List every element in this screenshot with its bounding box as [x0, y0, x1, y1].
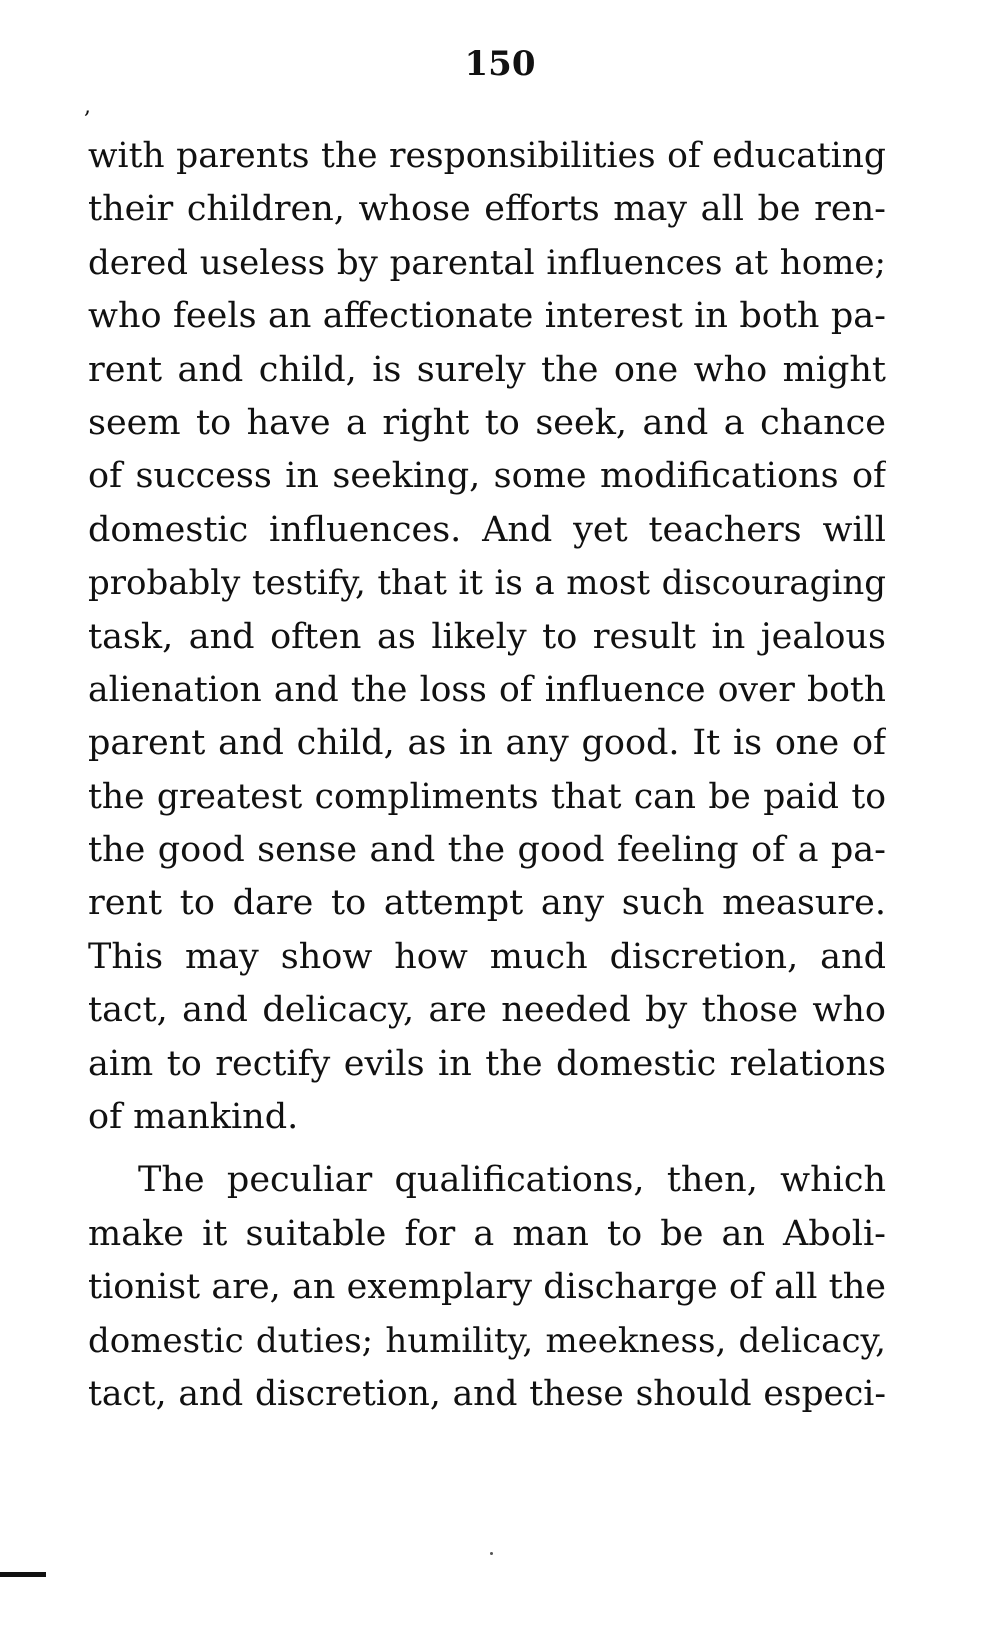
- text-line: make it suitable for a man to be an Aboli-: [88, 1213, 886, 1254]
- text-line: the greatest compliments that can be paid to: [88, 776, 886, 817]
- paragraph-1: [88, 130, 886, 1144]
- stray-mark: ,: [84, 94, 91, 119]
- text-line: parent and child, as in any good. It is one of: [88, 723, 886, 764]
- text-line: domestic duties; humility, meekness, delicacy,: [88, 1320, 886, 1361]
- margin-dash: [0, 1572, 46, 1577]
- page-number: 150: [464, 44, 536, 84]
- text-line: domestic influences. And yet teachers will: [88, 509, 886, 550]
- text-line: with parents the responsibilities of educating: [88, 136, 886, 176]
- text-line: aim to rectify evils in the domestic relations: [88, 1043, 886, 1084]
- text-line: dered useless by parental influences at home;: [88, 242, 886, 283]
- text-line: seem to have a right to seek, and a chance: [88, 402, 886, 443]
- text-line: tionist are, an exemplary discharge of all the: [88, 1267, 886, 1308]
- text-line: The peculiar qualifications, then, which: [138, 1160, 886, 1201]
- text-line: of mankind.: [88, 1097, 299, 1138]
- text-line: tact, and discretion, and these should especi-: [88, 1373, 886, 1414]
- text-line: This may show how much discretion, and: [88, 936, 886, 977]
- ink-speck: [490, 1552, 493, 1555]
- text-line: rent to dare to attempt any such measure.: [88, 883, 886, 924]
- text-line: who feels an affectionate interest in both pa-: [88, 296, 886, 337]
- text-line: tact, and delicacy, are needed by those who: [88, 990, 886, 1031]
- body-text: [88, 130, 886, 1421]
- text-line: the good sense and the good feeling of a pa-: [88, 830, 886, 871]
- text-line: their children, whose efforts may all be ren-: [88, 189, 886, 230]
- paragraph-gap: [88, 1144, 886, 1154]
- text-line: alienation and the loss of influence over both: [88, 669, 886, 710]
- paragraph-2: [88, 1154, 886, 1421]
- text-line: of success in seeking, some modifications of: [88, 456, 886, 497]
- text-line: task, and often as likely to result in jealous: [88, 616, 886, 657]
- text-line: probably testify, that it is a most discouraging: [88, 563, 886, 604]
- text-line: rent and child, is surely the one who might: [88, 349, 886, 390]
